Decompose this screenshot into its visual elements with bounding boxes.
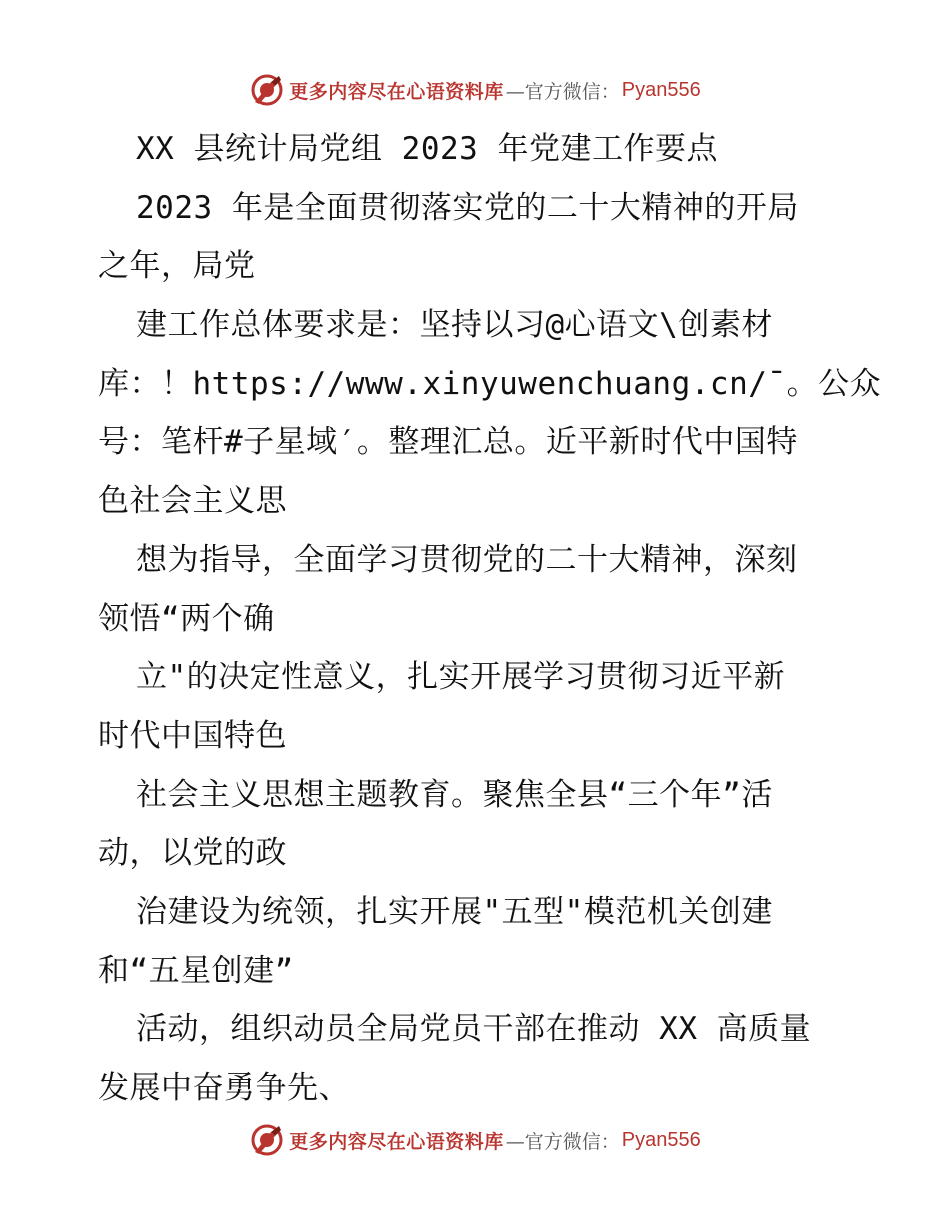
text-line: 活动，组织动员全局党员干部在推动 XX 高质量	[136, 1011, 812, 1048]
text-line: 和“五星创建”	[98, 952, 294, 989]
text-line: 色社会主义思	[98, 483, 287, 520]
watermark-separator: —官方微信：	[505, 1130, 620, 1153]
text-line: 立"的决定性意义，扎实开展学习贯彻习近平新	[136, 659, 786, 696]
watermark-separator: —官方微信：	[505, 80, 620, 103]
text-line: 之年，局党	[98, 248, 256, 285]
document-title: XX 县统计局党组 2023 年党建工作要点	[136, 131, 718, 167]
text-line: 社会主义思想主题教育。聚焦全县“三个年”活	[136, 776, 773, 813]
watermark-text: 更多内容尽在心语资料库	[289, 80, 504, 103]
text-line: 建工作总体要求是：坚持以习@心语文\创素材	[136, 307, 773, 344]
text-line: 动，以党的政	[98, 835, 287, 872]
watermark-text: 更多内容尽在心语资料库	[289, 1130, 504, 1153]
header-watermark	[0, 70, 950, 110]
watermark-wechat-id: Pyan556	[621, 1128, 701, 1151]
text-line: 领悟“两个确	[98, 600, 275, 637]
text-line: 2023 年是全面贯彻落实党的二十大精神的开局	[136, 189, 799, 226]
watermark-wechat-id: Pyan556	[621, 78, 701, 101]
text-line: 库：！https://www.xinyuwenchuang.cn/ˉ。公众	[98, 365, 882, 402]
text-line: 发展中奋勇争先、	[98, 1070, 350, 1106]
text-line: 想为指导，全面学习贯彻党的二十大精神，深刻	[136, 541, 798, 578]
footer-watermark	[0, 1120, 950, 1160]
pen-logo-icon	[249, 1122, 285, 1158]
text-line: 时代中国特色	[98, 717, 287, 754]
text-line: 号：笔杆#子星域′。整理汇总。近平新时代中国特	[98, 424, 798, 461]
pen-logo-icon	[249, 72, 285, 108]
text-line: 治建设为统领，扎实开展"五型"模范机关创建	[136, 893, 773, 930]
document-body	[98, 120, 882, 1118]
